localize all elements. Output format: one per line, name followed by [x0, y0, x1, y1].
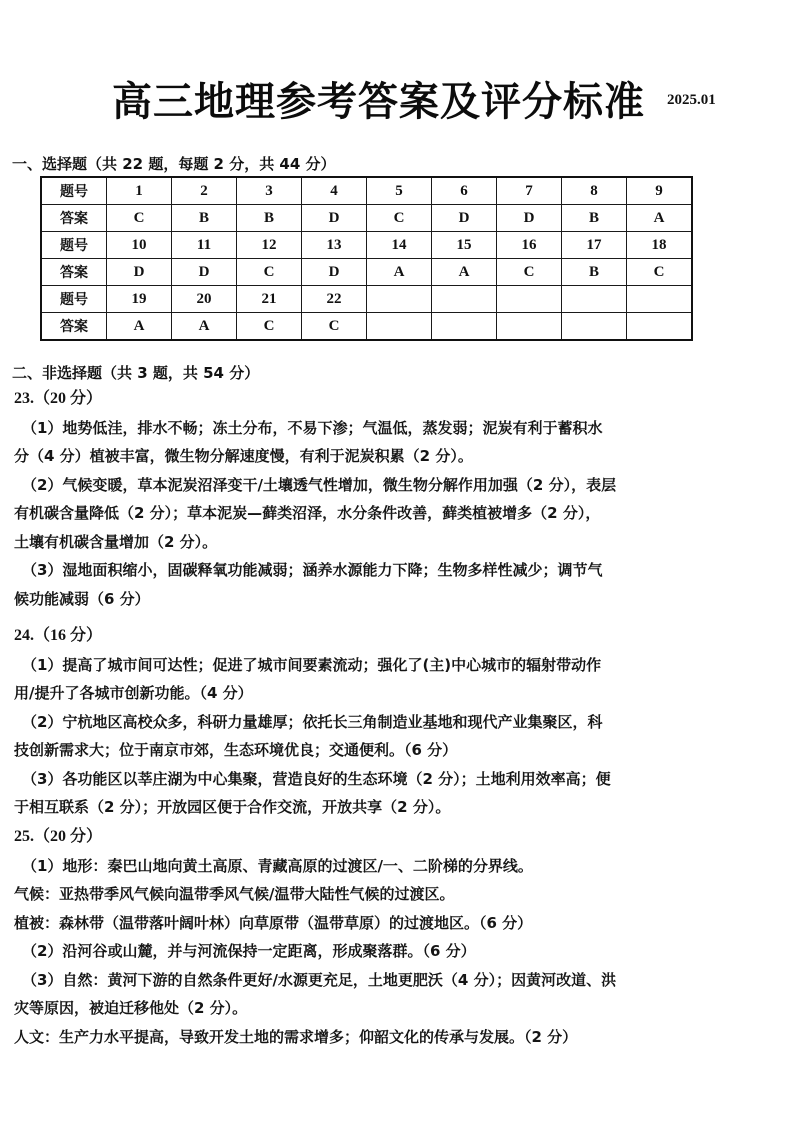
question-number-cell: 20: [172, 286, 237, 313]
answer-cell: D: [302, 205, 367, 232]
empty-cell: [367, 313, 432, 341]
answer-cell: D: [497, 205, 562, 232]
question-number-cell: 21: [237, 286, 302, 313]
empty-cell: [497, 313, 562, 341]
question-number-cell: 6: [432, 177, 497, 205]
answer-line: 土壤有机碳含量增加（2 分）。: [14, 532, 218, 551]
answer-table: [40, 176, 693, 341]
answer-cell: C: [107, 205, 172, 232]
answer-line: （3）各功能区以莘庄湖为中心集聚，营造良好的生态环境（2 分）；土地利用效率高；便: [22, 769, 611, 788]
table-row-numbers-3: [41, 286, 692, 313]
answer-cell: A: [367, 259, 432, 286]
section1-heading: 一、选择题（共 22 题，每题 2 分，共 44 分）: [12, 155, 336, 173]
answer-cell: D: [107, 259, 172, 286]
question-number-cell: 12: [237, 232, 302, 259]
question-number-cell: 11: [172, 232, 237, 259]
table-row-answers-1: [41, 205, 692, 232]
answer-cell: C: [237, 313, 302, 341]
question-number-cell: 2: [172, 177, 237, 205]
question-number-cell: 4: [302, 177, 367, 205]
row-label-answer: 答案: [41, 205, 107, 232]
question-24-block: [14, 622, 790, 822]
question-number-cell: 19: [107, 286, 172, 313]
row-label-answer: 答案: [41, 259, 107, 286]
answer-cell: C: [367, 205, 432, 232]
row-label-number: 题号: [41, 232, 107, 259]
question-number-cell: 9: [627, 177, 693, 205]
answer-cell: A: [627, 205, 693, 232]
empty-cell: [432, 313, 497, 341]
answer-line: 候功能减弱（6 分）: [14, 589, 150, 608]
empty-cell: [627, 286, 693, 313]
page-title: 高三地理参考答案及评分标准: [112, 79, 645, 125]
answer-cell: C: [497, 259, 562, 286]
answer-line: （1）提高了城市间可达性；促进了城市间要素流动；强化了(主)中心城市的辐射带动作: [22, 655, 602, 674]
row-label-number: 题号: [41, 177, 107, 205]
answer-cell: C: [302, 313, 367, 341]
answer-line: 于相互联系（2 分）；开放园区便于合作交流，开放共享（2 分）。: [14, 798, 451, 816]
answer-cell: C: [627, 259, 693, 286]
question-number-cell: 8: [562, 177, 627, 205]
empty-cell: [367, 286, 432, 313]
answer-line: （3）湿地面积缩小，固碳释氧功能减弱；涵养水源能力下降；生物多样性减少；调节气: [22, 561, 603, 579]
answer-line: （2）宁杭地区高校众多，科研力量雄厚；依托长三角制造业基地和现代产业集聚区，科: [22, 712, 603, 731]
question-number-cell: 13: [302, 232, 367, 259]
row-label-number: 题号: [41, 286, 107, 313]
answer-line: （2）气候变暖，草本泥炭沼泽变干/土壤透气性增加，微生物分解作用加强（2 分），表层: [22, 475, 617, 494]
answer-cell: D: [172, 259, 237, 286]
empty-cell: [562, 286, 627, 313]
answer-line: 植被：森林带（温带落叶阔叶林）向草原带（温带草原）的过渡地区。（6 分）: [14, 913, 533, 932]
answer-cell: A: [172, 313, 237, 341]
question-23-heading: 23.（20 分）: [14, 390, 103, 407]
question-number-cell: 15: [432, 232, 497, 259]
answer-cell: D: [302, 259, 367, 286]
question-number-cell: 22: [302, 286, 367, 313]
table-row-numbers-1: [41, 177, 692, 205]
section2-heading: 二、非选择题（共 3 题，共 54 分）: [12, 364, 260, 382]
answer-cell: B: [562, 259, 627, 286]
question-number-cell: 3: [237, 177, 302, 205]
question-number-cell: 16: [497, 232, 562, 259]
answer-cell: D: [432, 205, 497, 232]
table-row-numbers-2: [41, 232, 692, 259]
answer-cell: A: [432, 259, 497, 286]
question-24-heading: 24.（16 分）: [14, 627, 103, 644]
question-number-cell: 7: [497, 177, 562, 205]
question-23-block: [14, 385, 790, 613]
answer-cell: A: [107, 313, 172, 341]
answer-line: （3）自然：黄河下游的自然条件更好/水源更充足，土地更肥沃（4 分）；因黄河改道、洪: [22, 970, 617, 989]
date-label: 2025.01: [667, 92, 716, 108]
answer-line: 灾等原因，被迫迁移他处（2 分）。: [14, 999, 248, 1017]
empty-cell: [627, 313, 693, 341]
answer-cell: B: [237, 205, 302, 232]
answer-line: 人文：生产力水平提高，导致开发土地的需求增多；仰韶文化的传承与发展。（2 分）: [14, 1027, 578, 1046]
question-25-block: [14, 823, 790, 1051]
answer-cell: B: [172, 205, 237, 232]
answer-line: （1）地形：秦巴山地向黄土高原、青藏高原的过渡区/一、二阶梯的分界线。: [22, 856, 533, 875]
empty-cell: [562, 313, 627, 341]
question-number-cell: 18: [627, 232, 693, 259]
answer-line: （2）沿河谷或山麓，并与河流保持一定距离，形成聚落群。（6 分）: [22, 942, 476, 960]
answer-line: （1）地势低洼，排水不畅；冻土分布，不易下渗；气温低，蒸发弱；泥炭有利于蓄积水: [22, 418, 603, 437]
title-row: [0, 70, 800, 130]
table-row-answers-3: [41, 313, 692, 341]
row-label-answer: 答案: [41, 313, 107, 341]
empty-cell: [432, 286, 497, 313]
question-number-cell: 1: [107, 177, 172, 205]
table-row-answers-2: [41, 259, 692, 286]
question-number-cell: 17: [562, 232, 627, 259]
answer-cell: C: [237, 259, 302, 286]
answer-line: 有机碳含量降低（2 分）；草本泥炭—藓类沼泽，水分条件改善，藓类植被增多（2 分），: [14, 504, 601, 522]
answer-line: 用/提升了各城市创新功能。（4 分）: [14, 684, 253, 702]
question-number-cell: 5: [367, 177, 432, 205]
answer-line: 分（4 分）植被丰富，微生物分解速度慢，有利于泥炭积累（2 分）。: [14, 447, 473, 465]
answer-line: 技创新需求大；位于南京市郊，生态环境优良；交通便利。（6 分）: [14, 741, 458, 759]
question-number-cell: 14: [367, 232, 432, 259]
answer-cell: B: [562, 205, 627, 232]
empty-cell: [497, 286, 562, 313]
question-25-heading: 25.（20 分）: [14, 828, 103, 845]
answer-line: 气候：亚热带季风气候向温带季风气候/温带大陆性气候的过渡区。: [14, 885, 455, 903]
question-number-cell: 10: [107, 232, 172, 259]
